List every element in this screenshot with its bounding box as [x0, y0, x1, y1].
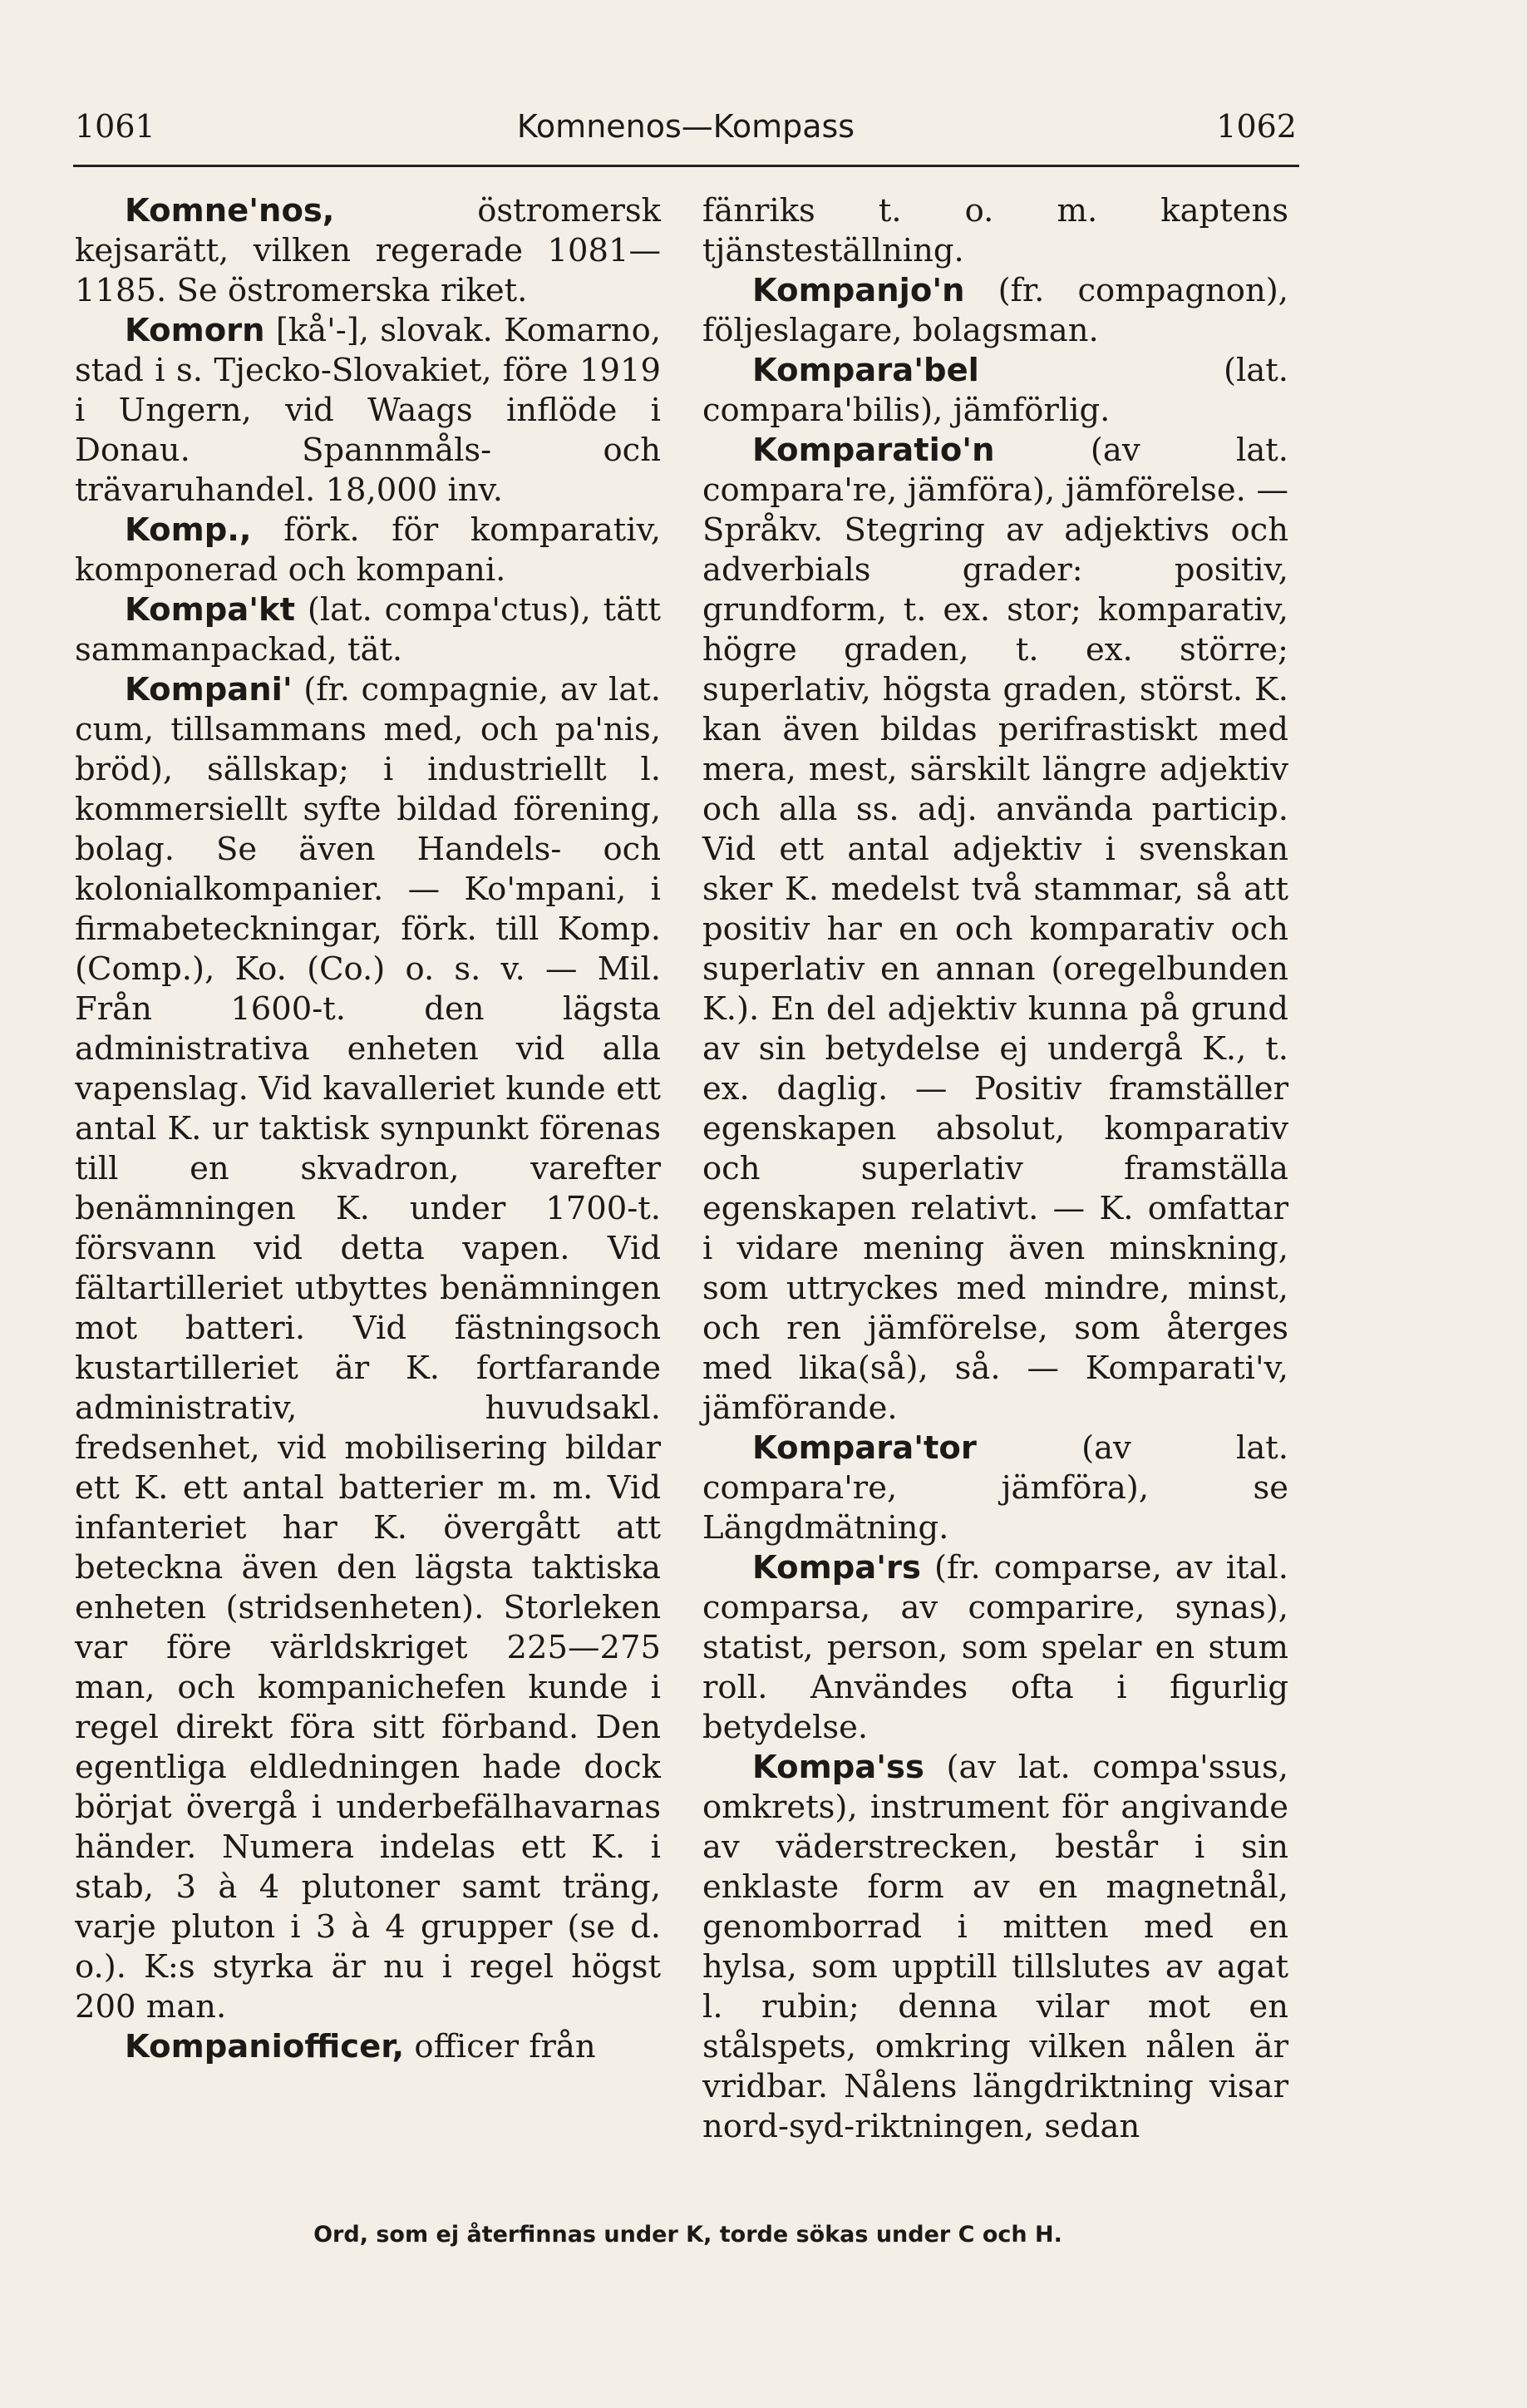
entry — [702, 1548, 1288, 1748]
entry-text: officer från — [404, 2028, 596, 2065]
entry — [75, 590, 661, 670]
entry — [75, 191, 661, 311]
entry — [702, 351, 1288, 431]
entry — [75, 2027, 661, 2067]
entry-text: (av lat. compa'ssus, omkrets), instrument för angivande av väderstrecken, består i sin enklaste form av en magnetnål, genomborrad i mitten med en hylsa, som upptill tillslutes av agat l. rubin; denna vilar mot en stålspets, omkring vilken nålen är vridbar. Nålens längdriktning visar nord-syd-riktningen, sedan — [702, 1749, 1288, 2145]
entry-text: (av lat. compara're, jämföra), jämförelse. — Språkv. Stegring av adjektivs och adverbials grader: positiv, grundform, t. ex. stor; komparativ, högre graden, t. ex. större; superlativ, högsta graden, störst. K. kan även bildas perifrastiskt med mera, mest, särskilt längre adjektiv och alla ss. adj. använda particip. Vid ett antal adjektiv i svenskan sker K. medelst två stammar, så att positiv har en och komparativ och superlativ en annan (oregelbunden K.). En del adjektiv kunna på grund av sin betydelse ej undergå K., t. ex. daglig. — Positiv framställer egenskapen absolut, komparativ och superlativ framställa egenskapen relativt. — K. omfattar i vidare mening även minskning, som uttryckes med mindre, minst, och ren jämförelse, som återges med lika(så), så. — Komparati'v, jämförande. — [702, 432, 1288, 1427]
page-number-left: 1061 — [75, 108, 155, 145]
entry-text: (lat. compa'ctus), tätt sammanpackad, tät. — [75, 591, 661, 669]
headword: Komparatio'n — [752, 432, 995, 469]
headword: Kompa'kt — [125, 591, 296, 629]
entry — [702, 271, 1288, 351]
entry-text: östromersk kejsarätt, vilken regerade 1081—1185. Se östromerska riket. — [75, 192, 661, 309]
entry — [75, 311, 661, 511]
headword: Kompaniofficer, — [125, 2028, 405, 2065]
headword: Kompa'rs — [752, 1549, 921, 1586]
entry — [75, 670, 661, 2027]
entry-text: (fr. compagnie, av lat. cum, tillsammans med, och pa'nis, bröd), sällskap; i industriellt l. kommersiellt syfte bildad förening, bolag. Se även Handels- och kolonialkompanier. — Ko'mpani, i firmabeteckningar, förk. till Komp. (Comp.), Ko. (Co.) o. s. v. — Mil. Från 1600-t. den lägsta administrativa enheten vid alla vapenslag. Vid kavalleriet kunde ett antal K. ur taktisk synpunkt förenas till en skvadron, varefter benämningen K. under 1700-t. försvann vid detta vapen. Vid fältartilleriet utbyttes benämningen mot batteri. Vid fästningsoch kustartilleriet är K. fortfarande administrativ, huvudsakl. fredsenhet, vid mobilisering bildar ett K. ett antal batterier m. m. Vid infanteriet har K. övergått att beteckna även den lägsta taktiska enheten (stridsenheten). Storleken var före världskriget 225—275 man, och kompanichefen kunde i regel direkt föra sitt förband. Den egentliga eldledningen hade dock börjat övergå i underbefälhavarnas händer. Numera indelas ett K. i stab, 3 à 4 plutoner samt träng, varje pluton i 3 à 4 grupper (se d. o.). K:s styrka är nu i regel högst 200 man. — [75, 671, 661, 2026]
headword: Komp., — [125, 511, 252, 549]
right-column — [702, 191, 1288, 2147]
page-number-right: 1062 — [1216, 108, 1297, 145]
footer-note: Ord, som ej återfinnas under K, torde sökas under C och H. — [313, 2222, 1062, 2248]
entry — [702, 1748, 1288, 2147]
entry-continuation — [702, 191, 1288, 271]
entry-text: (av lat. compara're, jämföra), se Längdmätning. — [702, 1429, 1288, 1547]
headword: Kompara'tor — [752, 1429, 977, 1467]
running-title: Komnenos—Kompass — [516, 108, 855, 145]
headword: Komorn — [125, 312, 265, 349]
headword: Kompanjo'n — [752, 272, 965, 309]
entry-text: förk. för komparativ, komponerad och kompani. — [75, 511, 661, 589]
left-column — [75, 191, 661, 2067]
entry — [702, 1429, 1288, 1548]
page-header — [75, 108, 1297, 158]
headword: Komne'nos, — [125, 192, 335, 229]
entry-text: [kå'-], slovak. Komarno, stad i s. Tjecko-Slovakiet, före 1919 i Ungern, vid Waags inflöde i Donau. Spannmåls- och trävaruhandel. 18,000 inv. — [75, 312, 661, 509]
headword: Kompara'bel — [752, 352, 979, 389]
headword: Kompa'ss — [752, 1749, 924, 1786]
entry — [702, 431, 1288, 1429]
header-rule — [73, 165, 1299, 167]
entry-text: fänriks t. o. m. kaptens tjänsteställning. — [702, 192, 1288, 269]
entry-text: (fr. compagnon), följeslagare, bolagsman. — [702, 272, 1288, 349]
entry-text: (fr. comparse, av ital. comparsa, av comparire, synas), statist, person, som spelar en stum roll. Användes ofta i figurlig betydelse. — [702, 1549, 1288, 1746]
entry — [75, 511, 661, 590]
headword: Kompani' — [125, 671, 293, 708]
entry-text: (lat. compara'bilis), jämförlig. — [702, 352, 1288, 429]
